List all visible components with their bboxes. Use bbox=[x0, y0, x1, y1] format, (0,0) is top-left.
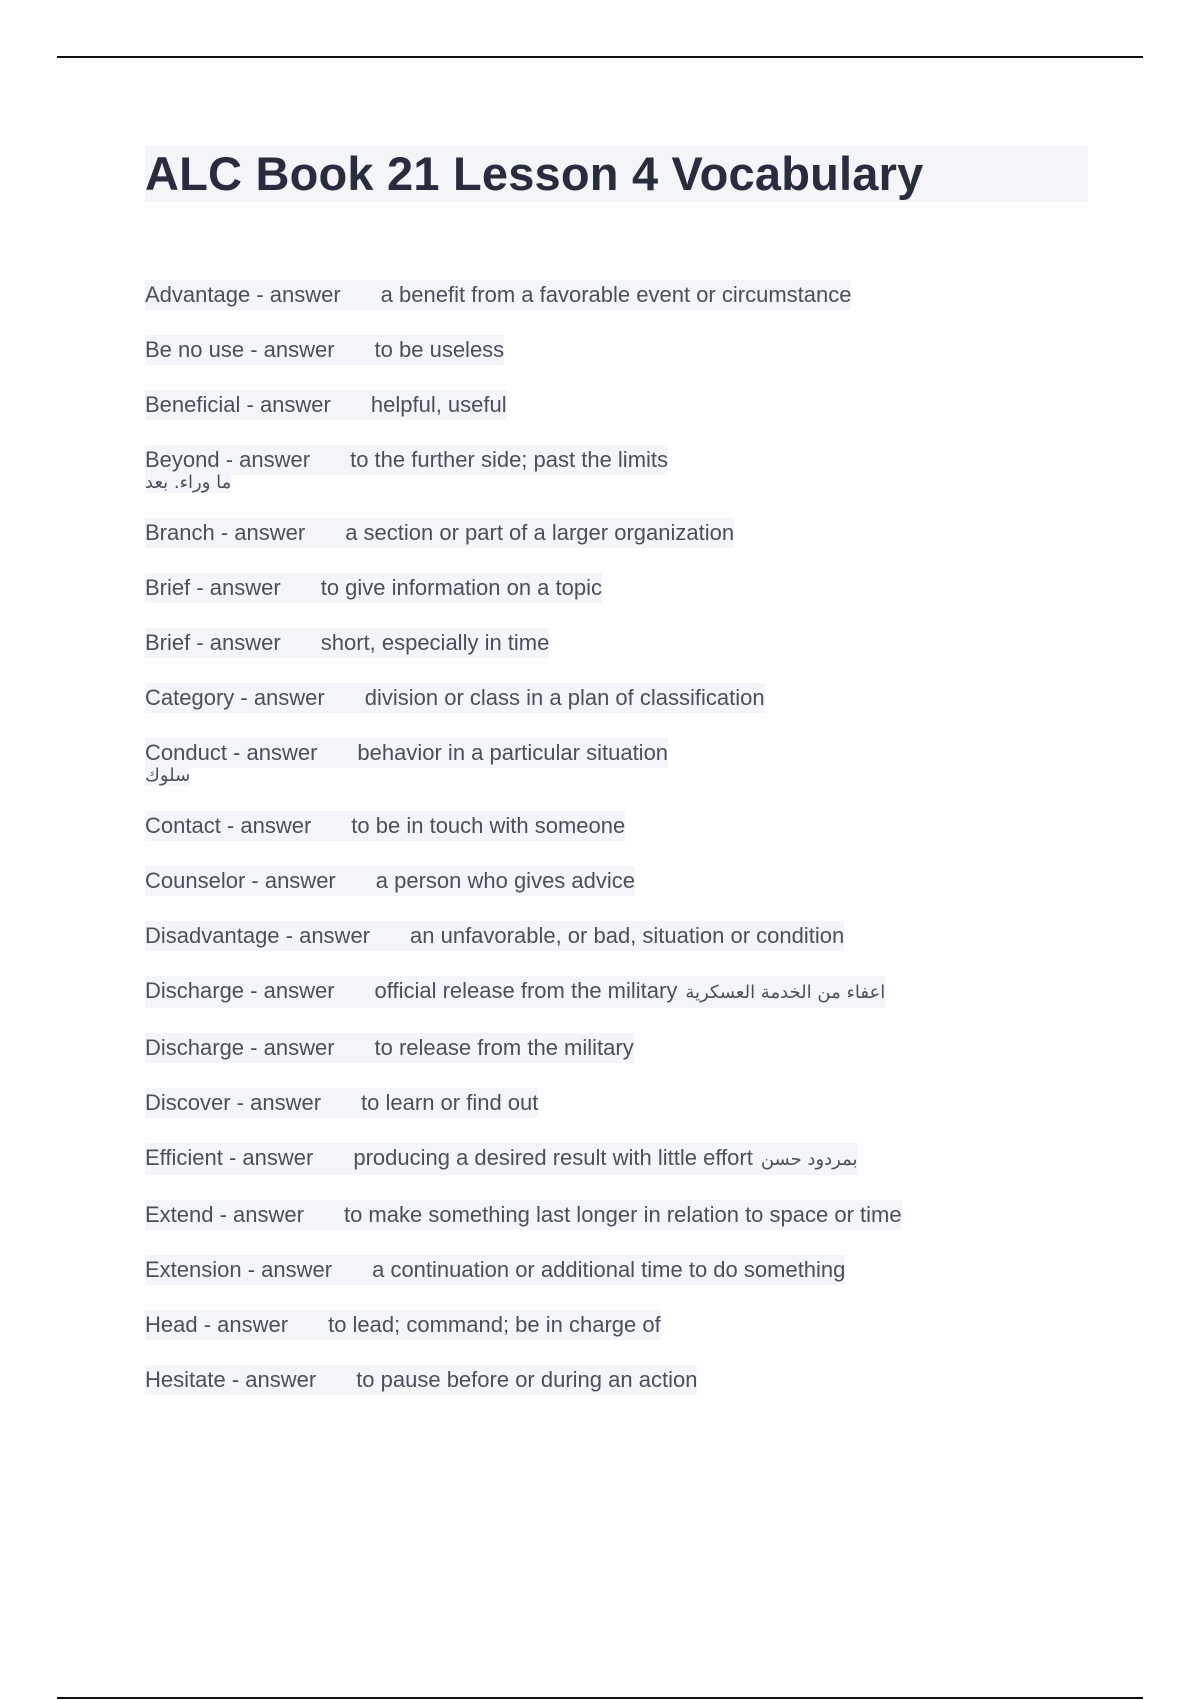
arabic-translation: سلوك bbox=[145, 765, 191, 786]
vocab-line bbox=[145, 390, 507, 420]
vocab-line bbox=[145, 1088, 538, 1118]
vocab-definition: to be in touch with someone bbox=[351, 813, 626, 838]
vocab-entry bbox=[145, 1143, 1135, 1175]
vocab-entry bbox=[145, 1365, 1135, 1395]
vocab-entry bbox=[145, 921, 1135, 951]
vocab-definition: an unfavorable, or bad, situation or condition bbox=[410, 923, 845, 948]
vocab-term: Discover - answer bbox=[145, 1090, 322, 1115]
vocab-term: Counselor - answer bbox=[145, 868, 336, 893]
vocab-line bbox=[145, 628, 549, 658]
vocab-definition: division or class in a plan of classification bbox=[364, 685, 765, 710]
vocab-entry bbox=[145, 445, 1135, 493]
vocab-term: Brief - answer bbox=[145, 575, 281, 600]
top-rule bbox=[57, 56, 1143, 58]
vocab-definition: a section or part of a larger organization bbox=[345, 520, 735, 545]
vocab-line bbox=[145, 811, 625, 841]
vocab-term: Contact - answer bbox=[145, 813, 312, 838]
vocab-line bbox=[145, 1143, 858, 1175]
vocab-definition: to make something last longer in relation to space or time bbox=[343, 1202, 902, 1227]
vocab-entry bbox=[145, 1255, 1135, 1285]
vocab-line bbox=[145, 1255, 845, 1285]
vocab-line bbox=[145, 573, 602, 603]
vocab-line bbox=[145, 921, 844, 951]
vocab-entry bbox=[145, 1033, 1135, 1063]
arabic-translation: ما وراء. بعد bbox=[145, 472, 232, 493]
vocab-definition: a continuation or additional time to do something bbox=[372, 1257, 846, 1282]
vocab-term: Beneficial - answer bbox=[145, 392, 331, 417]
vocab-entry bbox=[145, 1310, 1135, 1340]
vocab-entry bbox=[145, 280, 1135, 310]
vocab-term: Category - answer bbox=[145, 685, 325, 710]
vocab-definition: behavior in a particular situation bbox=[357, 740, 669, 765]
vocab-term: Conduct - answer bbox=[145, 740, 318, 765]
vocab-line bbox=[145, 1365, 697, 1395]
vocab-term: Discharge - answer bbox=[145, 1035, 335, 1060]
vocab-entry bbox=[145, 683, 1135, 713]
bottom-rule bbox=[57, 1697, 1143, 1699]
vocab-term: Hesitate - answer bbox=[145, 1367, 317, 1392]
vocab-line bbox=[145, 518, 734, 548]
vocab-line bbox=[145, 976, 885, 1008]
vocab-definition: a benefit from a favorable event or circumstance bbox=[380, 282, 852, 307]
vocab-term: Head - answer bbox=[145, 1312, 289, 1337]
vocab-line bbox=[145, 335, 504, 365]
vocab-entry bbox=[145, 866, 1135, 896]
vocab-entry bbox=[145, 518, 1135, 548]
title-highlight bbox=[145, 146, 1088, 202]
vocab-entry bbox=[145, 390, 1135, 420]
vocab-definition: official release from the military bbox=[374, 978, 678, 1003]
vocab-definition: producing a desired result with little effort bbox=[353, 1145, 753, 1170]
vocab-term: Extension - answer bbox=[145, 1257, 333, 1282]
arabic-translation: بمردود حسن bbox=[760, 1149, 858, 1170]
vocab-definition: to give information on a topic bbox=[320, 575, 602, 600]
vocab-definition: a person who gives advice bbox=[375, 868, 636, 893]
vocab-term: Advantage - answer bbox=[145, 282, 341, 307]
vocab-line bbox=[145, 738, 668, 768]
vocab-entry bbox=[145, 335, 1135, 365]
vocab-term: Discharge - answer bbox=[145, 978, 335, 1003]
vocab-definition: to be useless bbox=[374, 337, 505, 362]
vocab-line bbox=[145, 1033, 634, 1063]
vocab-line bbox=[145, 445, 668, 475]
vocab-line bbox=[145, 866, 635, 896]
vocab-line bbox=[145, 280, 851, 310]
vocab-term: Efficient - answer bbox=[145, 1145, 314, 1170]
vocab-term: Be no use - answer bbox=[145, 337, 335, 362]
vocab-term: Disadvantage - answer bbox=[145, 923, 371, 948]
vocab-entry bbox=[145, 976, 1135, 1008]
vocab-definition: to pause before or during an action bbox=[356, 1367, 698, 1392]
vocab-entry bbox=[145, 1088, 1135, 1118]
vocab-definition: to lead; command; be in charge of bbox=[328, 1312, 661, 1337]
vocab-definition: to learn or find out bbox=[361, 1090, 539, 1115]
vocab-entry bbox=[145, 738, 1135, 786]
vocab-term: Beyond - answer bbox=[145, 447, 311, 472]
vocab-line bbox=[145, 1200, 902, 1230]
arabic-translation: اعفاء من الخدمة العسكرية bbox=[685, 982, 886, 1003]
vocabulary-list bbox=[145, 280, 1135, 1420]
vocab-definition: to the further side; past the limits bbox=[350, 447, 669, 472]
vocab-term: Brief - answer bbox=[145, 630, 281, 655]
vocab-entry bbox=[145, 628, 1135, 658]
vocab-entry bbox=[145, 811, 1135, 841]
vocab-definition: to release from the military bbox=[374, 1035, 634, 1060]
vocab-term: Extend - answer bbox=[145, 1202, 304, 1227]
vocab-definition: helpful, useful bbox=[370, 392, 507, 417]
vocab-definition: short, especially in time bbox=[320, 630, 550, 655]
vocab-entry bbox=[145, 1200, 1135, 1230]
page-title: ALC Book 21 Lesson 4 Vocabulary bbox=[145, 147, 924, 200]
vocab-term: Branch - answer bbox=[145, 520, 306, 545]
vocab-line bbox=[145, 1310, 661, 1340]
vocab-line bbox=[145, 683, 765, 713]
vocab-entry bbox=[145, 573, 1135, 603]
